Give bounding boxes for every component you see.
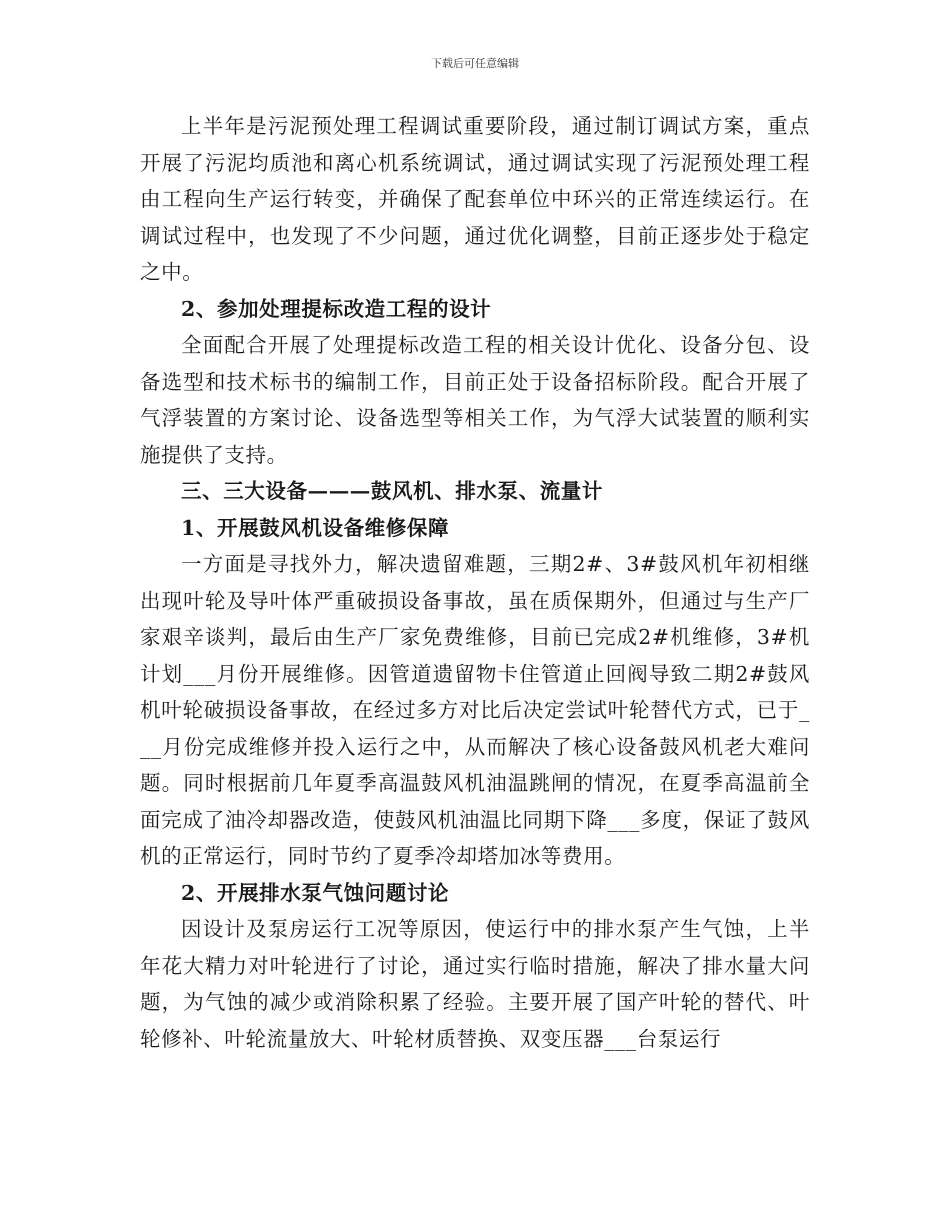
paragraph-sludge-debugging: 上半年是污泥预处理工程调试重要阶段，通过制订调试方案，重点开展了污泥均质池和离心机系统调试，通过调试实现了污泥预处理工程由工程向生产运行转变，并确保了配套单位中环兴的正常连续运行。在调试过程中，也发现了不少问题，通过优化调整，目前正逐步处于稳定之中。 bbox=[140, 114, 810, 284]
heading-pump-cavitation: 2、开展排水泵气蚀问题讨论 bbox=[181, 880, 450, 905]
heading-three-major-equipment: 三、三大设备———鼓风机、排水泵、流量计 bbox=[181, 479, 603, 503]
page-header-note: 下载后可任意编辑 bbox=[431, 57, 519, 70]
paragraph-blower-maintenance: 一方面是寻找外力，解决遗留难题，三期2#、3#鼓风机年初相继出现叶轮及导叶体严重破损设备事故，虽在质保期外，但通过与生产厂家艰辛谈判，最后由生产厂家免费维修，目前已完成2#机维修，3#机计划___月份开展维修。因管道遗留物卡住管道止回阀导致二期2#鼓风机叶轮破损设备事故，在经过多方对比后决定尝试叶轮替代方式，已于___月份完成维修并投入运行之中，从而解决了核心设备鼓风机老大难问题。同时根据前几年夏季高温鼓风机油温跳闸的情况，在夏季高温前全面完成了油冷却器改造，使鼓风机油温比同期下降___多度，保证了鼓风机的正常运行，同时节约了夏季冷却塔加冰等费用。 bbox=[140, 552, 810, 868]
paragraph-upgrade-design: 全面配合开展了处理提标改造工程的相关设计优化、设备分包、设备选型和技术标书的编制工作，目前正处于设备招标阶段。配合开展了气浮装置的方案讨论、设备选型等相关工作，为气浮大试装置的顺利实施提供了支持。 bbox=[140, 333, 810, 467]
heading-upgrade-design: 2、参加处理提标改造工程的设计 bbox=[181, 296, 492, 321]
heading-blower-maintenance: 1、开展鼓风机设备维修保障 bbox=[181, 515, 450, 540]
paragraph-pump-cavitation: 因设计及泵房运行工况等原因，使运行中的排水泵产生气蚀，上半年花大精力对叶轮进行了讨论，通过实行临时措施，解决了排水量大问题，为气蚀的减少或消除积累了经验。主要开展了国产叶轮的替代、叶轮修补、叶轮流量放大、叶轮材质替换、双变压器___台泵运行 bbox=[140, 917, 810, 1051]
document-body bbox=[140, 108, 810, 1057]
